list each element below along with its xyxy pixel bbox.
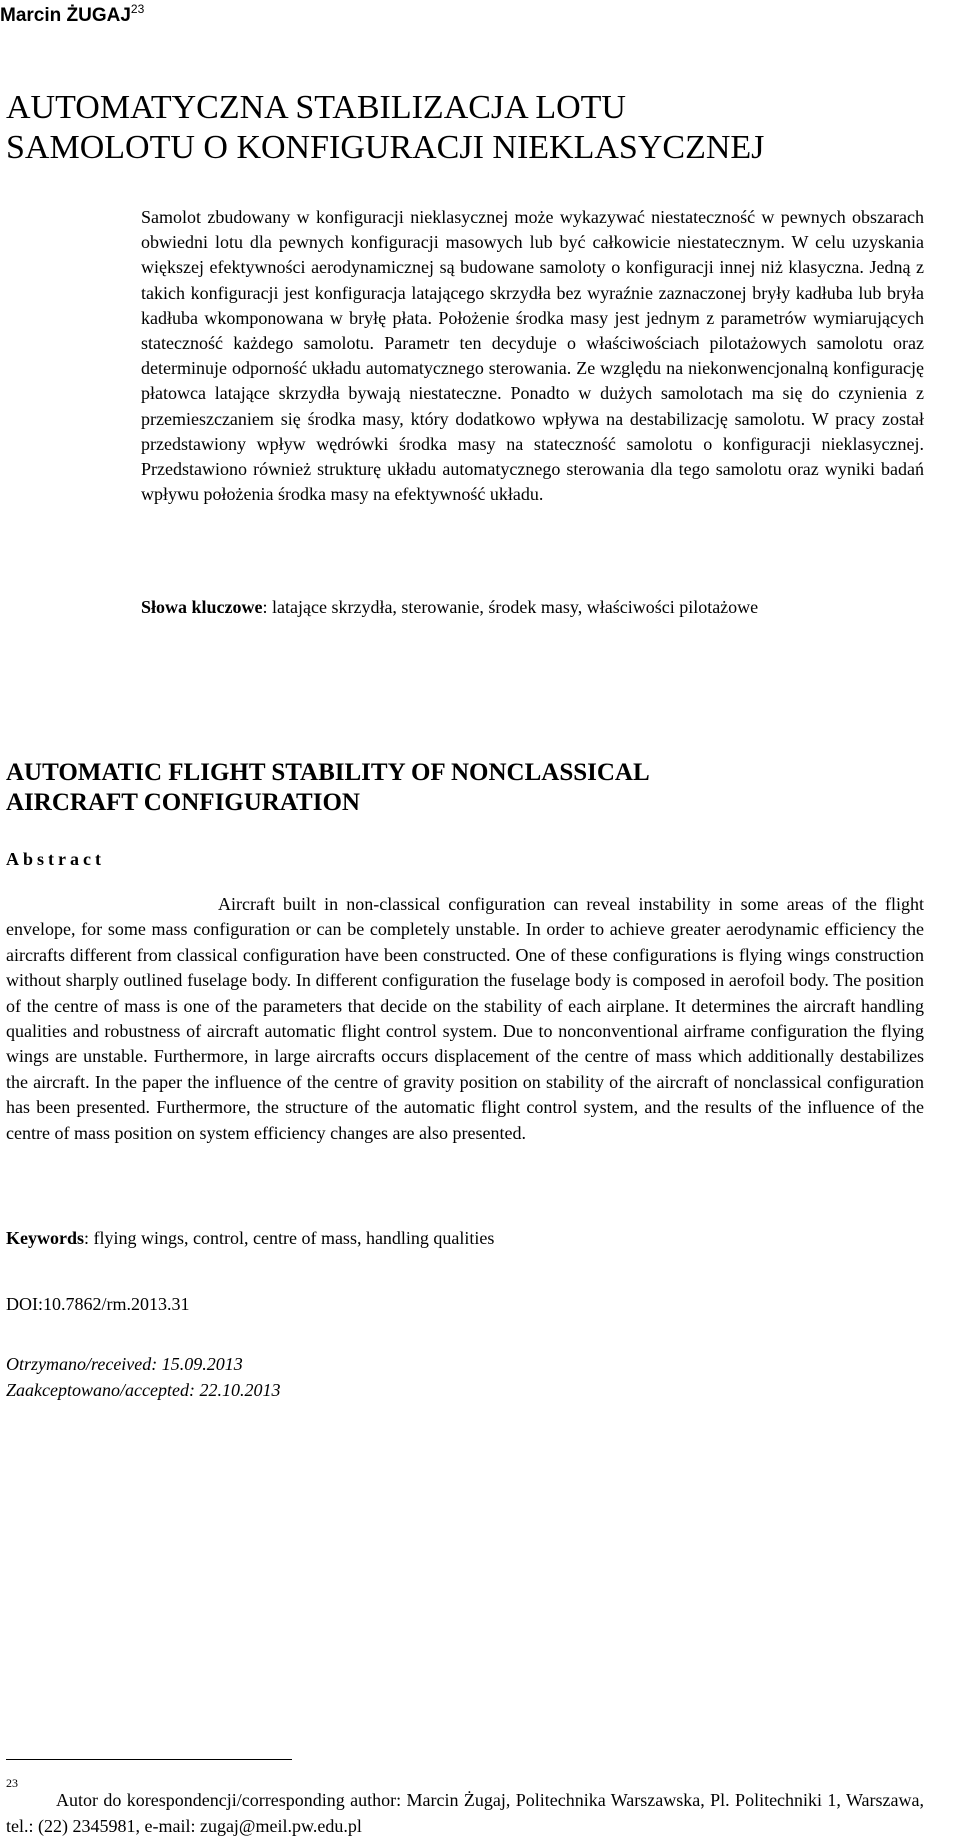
footnote-number: 23 (6, 1776, 18, 1790)
title-english (6, 758, 906, 818)
date-received: Otrzymano/received: 15.09.2013 (6, 1354, 243, 1374)
keywords-polish-label: Słowa kluczowe (141, 597, 263, 617)
author-name (0, 2, 144, 27)
abstract-heading: Abstract (6, 849, 105, 869)
title-polish-line2: SAMOLOTU O KONFIGURACJI NIEKLASYCZNEJ (6, 129, 765, 166)
abstract-english-text: Aircraft built in non-classical configuration can reveal instability in some areas of the flight envelope, for some mass configuration or can be completely unstable. In order to achieve greater aerodynamic efficiency the aircrafts different from classical configuration have been constructed. One of these configurations is flying wings construction without sharply outlined fuselage body. In different configuration the fuselage body is composed in aerofoil body. The position of the centre of mass is one of the parameters that decide on the stability of each airplane. It determines the aircraft handling qualities and robustness of aircraft automatic flight control system. Due to nonconventional airframe configuration the flying wings are unstable. Furthermore, in large aircrafts occurs displacement of the centre of mass which additionally destabilizes the aircraft. In the paper the influence of the centre of gravity position on stability of the aircraft of nonclassical configuration has been presented. Furthermore, the structure of the automatic flight control system, and the results of the influence of the centre of mass position on system efficiency changes are also presented. (6, 894, 924, 1143)
title-polish (6, 88, 906, 168)
author-name-text: Marcin ŻUGAJ (0, 5, 131, 26)
title-english-line1: AUTOMATIC FLIGHT STABILITY OF NONCLASSICAL (6, 759, 650, 786)
title-polish-line1: AUTOMATYCZNA STABILIZACJA LOTU (6, 89, 626, 126)
keywords-english (6, 1228, 906, 1249)
abstract-english (6, 892, 924, 1146)
author-footnote-mark: 23 (130, 2, 145, 16)
keywords-english-text: : flying wings, control, centre of mass, handling qualities (84, 1228, 495, 1248)
keywords-polish-text: : latające skrzydła, sterowanie, środek masy, właściwości pilotażowe (262, 597, 759, 617)
abstract-polish: Samolot zbudowany w konfiguracji nieklasycznej może wykazywać niestateczność w pewnych obszarach obwiedni lotu dla pewnych konfiguracji masowych lub być całkowicie niestatecznym. W celu uzyskania większej efektywności aerodynamicznej są budowane samoloty o konfiguracji innej niż klasyczna. Jedną z takich konfiguracji jest konfiguracja latającego skrzydła bez wyraźnie zaznaczonej bryły kadłuba lub bryła kadłuba wkomponowana w bryłę płata. Położenie środka masy jest jednym z parametrów wymiarujących stateczność każdego samolotu. Parametr ten decyduje o właściwościach pilotażowych samolotu oraz determinuje odporność układu automatycznego sterowania. Ze względu na niekonwencjonalną konfigurację płatowca latające skrzydła bywają niestateczne. Ponadto w dużych samolotach ma się do czynienia z przemieszczaniem się środka masy, który dodatkowo wpływa na destabilizację samolotu. W pracy został przedstawiony wpływ wędrówki środka masy na stateczność samolotu o konfiguracji nieklasycznej. Przedstawiono również strukturę układu automatycznego sterowania dla tego samolotu oraz wyniki badań wpływu położenia środka masy na efektywność układu. (141, 207, 924, 505)
keywords-polish (141, 597, 941, 618)
footnote-text (6, 1787, 924, 1839)
dates (6, 1351, 280, 1403)
date-accepted: Zaakceptowano/accepted: 22.10.2013 (6, 1380, 281, 1400)
footnote-body: Autor do korespondencji/corresponding author: Marcin Żugaj, Politechnika Warszawska, Pl. Politechniki 1, Warszawa, tel.: (22) 2345981, e-mail: zugaj@meil.pw.edu.pl (6, 1790, 924, 1836)
keywords-english-label: Keywords (6, 1228, 84, 1248)
doi: DOI:10.7862/rm.2013.31 (6, 1294, 190, 1314)
title-english-line2: AIRCRAFT CONFIGURATION (6, 789, 360, 816)
footnote-divider (6, 1759, 292, 1760)
